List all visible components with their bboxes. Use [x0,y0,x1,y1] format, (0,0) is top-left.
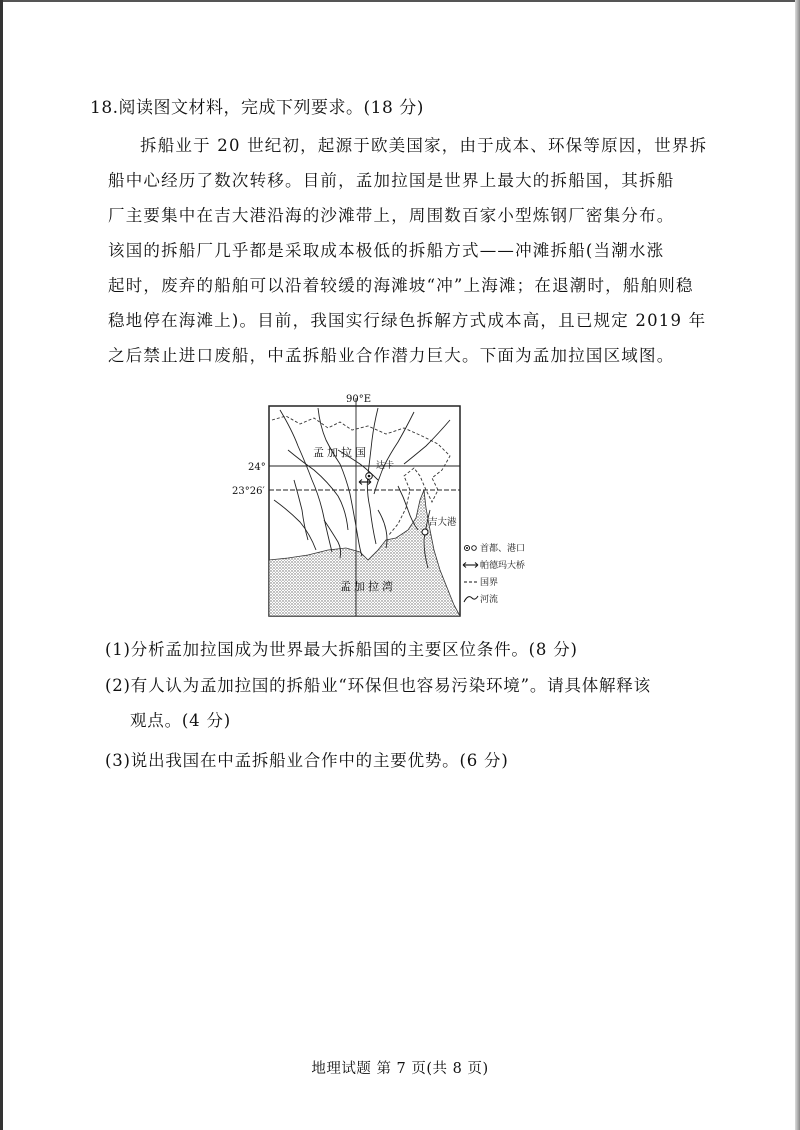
map-legend [463,542,525,605]
passage-line: 厂主要集中在吉大港沿海的沙滩带上，周围数百家小型炼钢厂密集分布。 [108,206,675,225]
sub-question-1: (1)分析孟加拉国成为世界最大拆船国的主要区位条件。(8 分) [105,640,578,659]
page-footer: 地理试题 第 7 页(共 8 页) [311,1061,489,1077]
port-marker [422,529,428,535]
passage-line: 拆船业于 20 世纪初，起源于欧美国家，由于成本、环保等原因，世界拆 [140,136,708,155]
question-passage [108,128,708,373]
port-label: 吉大港 [428,517,457,528]
sub-question-2-continued: 观点。(4 分) [130,711,232,730]
passage-line: 船中心经历了数次转移。目前，孟加拉国是世界上最大的拆船国，其拆船 [108,171,675,190]
latitude-label-24: 24° [248,462,266,473]
passage-line: 该国的拆船厂几乎都是采取成本极低的拆船方式——冲滩拆船(当潮水涨 [108,241,665,260]
legend-bridge: 帕德玛大桥 [480,561,526,571]
legend-border: 国界 [480,578,499,588]
longitude-label: 90°E [346,394,372,405]
country-label: 孟加拉国 [313,446,369,459]
capital-label: 达卡 [376,461,395,471]
legend-river-icon [464,596,478,602]
scan-top-edge [0,0,800,2]
legend-river: 河流 [480,595,499,605]
sea-label: 孟加拉湾 [340,580,396,593]
passage-line: 起时，废弃的船舶可以沿着较缓的海滩坡“冲”上海滩；在退潮时，船舶则稳 [108,276,694,295]
question-header: 18.阅读图文材料，完成下列要求。(18 分) [90,98,424,118]
latitude-label-tropic: 23°26′ [232,486,265,497]
sub-question-3: (3)说出我国在中孟拆船业合作中的主要优势。(6 分) [105,751,509,770]
legend-capital-port: 首都、港口 [480,544,526,554]
capital-marker-dot [368,475,371,478]
legend-port-icon [472,546,477,551]
bangladesh-region-map [228,390,548,625]
map-svg [228,390,548,625]
passage-line: 之后禁止进口废船，中孟拆船业合作潜力巨大。下面为孟加拉国区域图。 [108,346,675,365]
scan-left-edge [0,0,3,1130]
sub-question-2: (2)有人认为孟加拉国的拆船业“环保但也容易污染环境”。请具体解释该 [105,676,651,695]
passage-line: 稳地停在海滩上)。目前，我国实行绿色拆解方式成本高，且已规定 2019 年 [108,311,707,330]
scan-right-edge [795,0,800,1130]
legend-bridge-icon [463,563,478,568]
